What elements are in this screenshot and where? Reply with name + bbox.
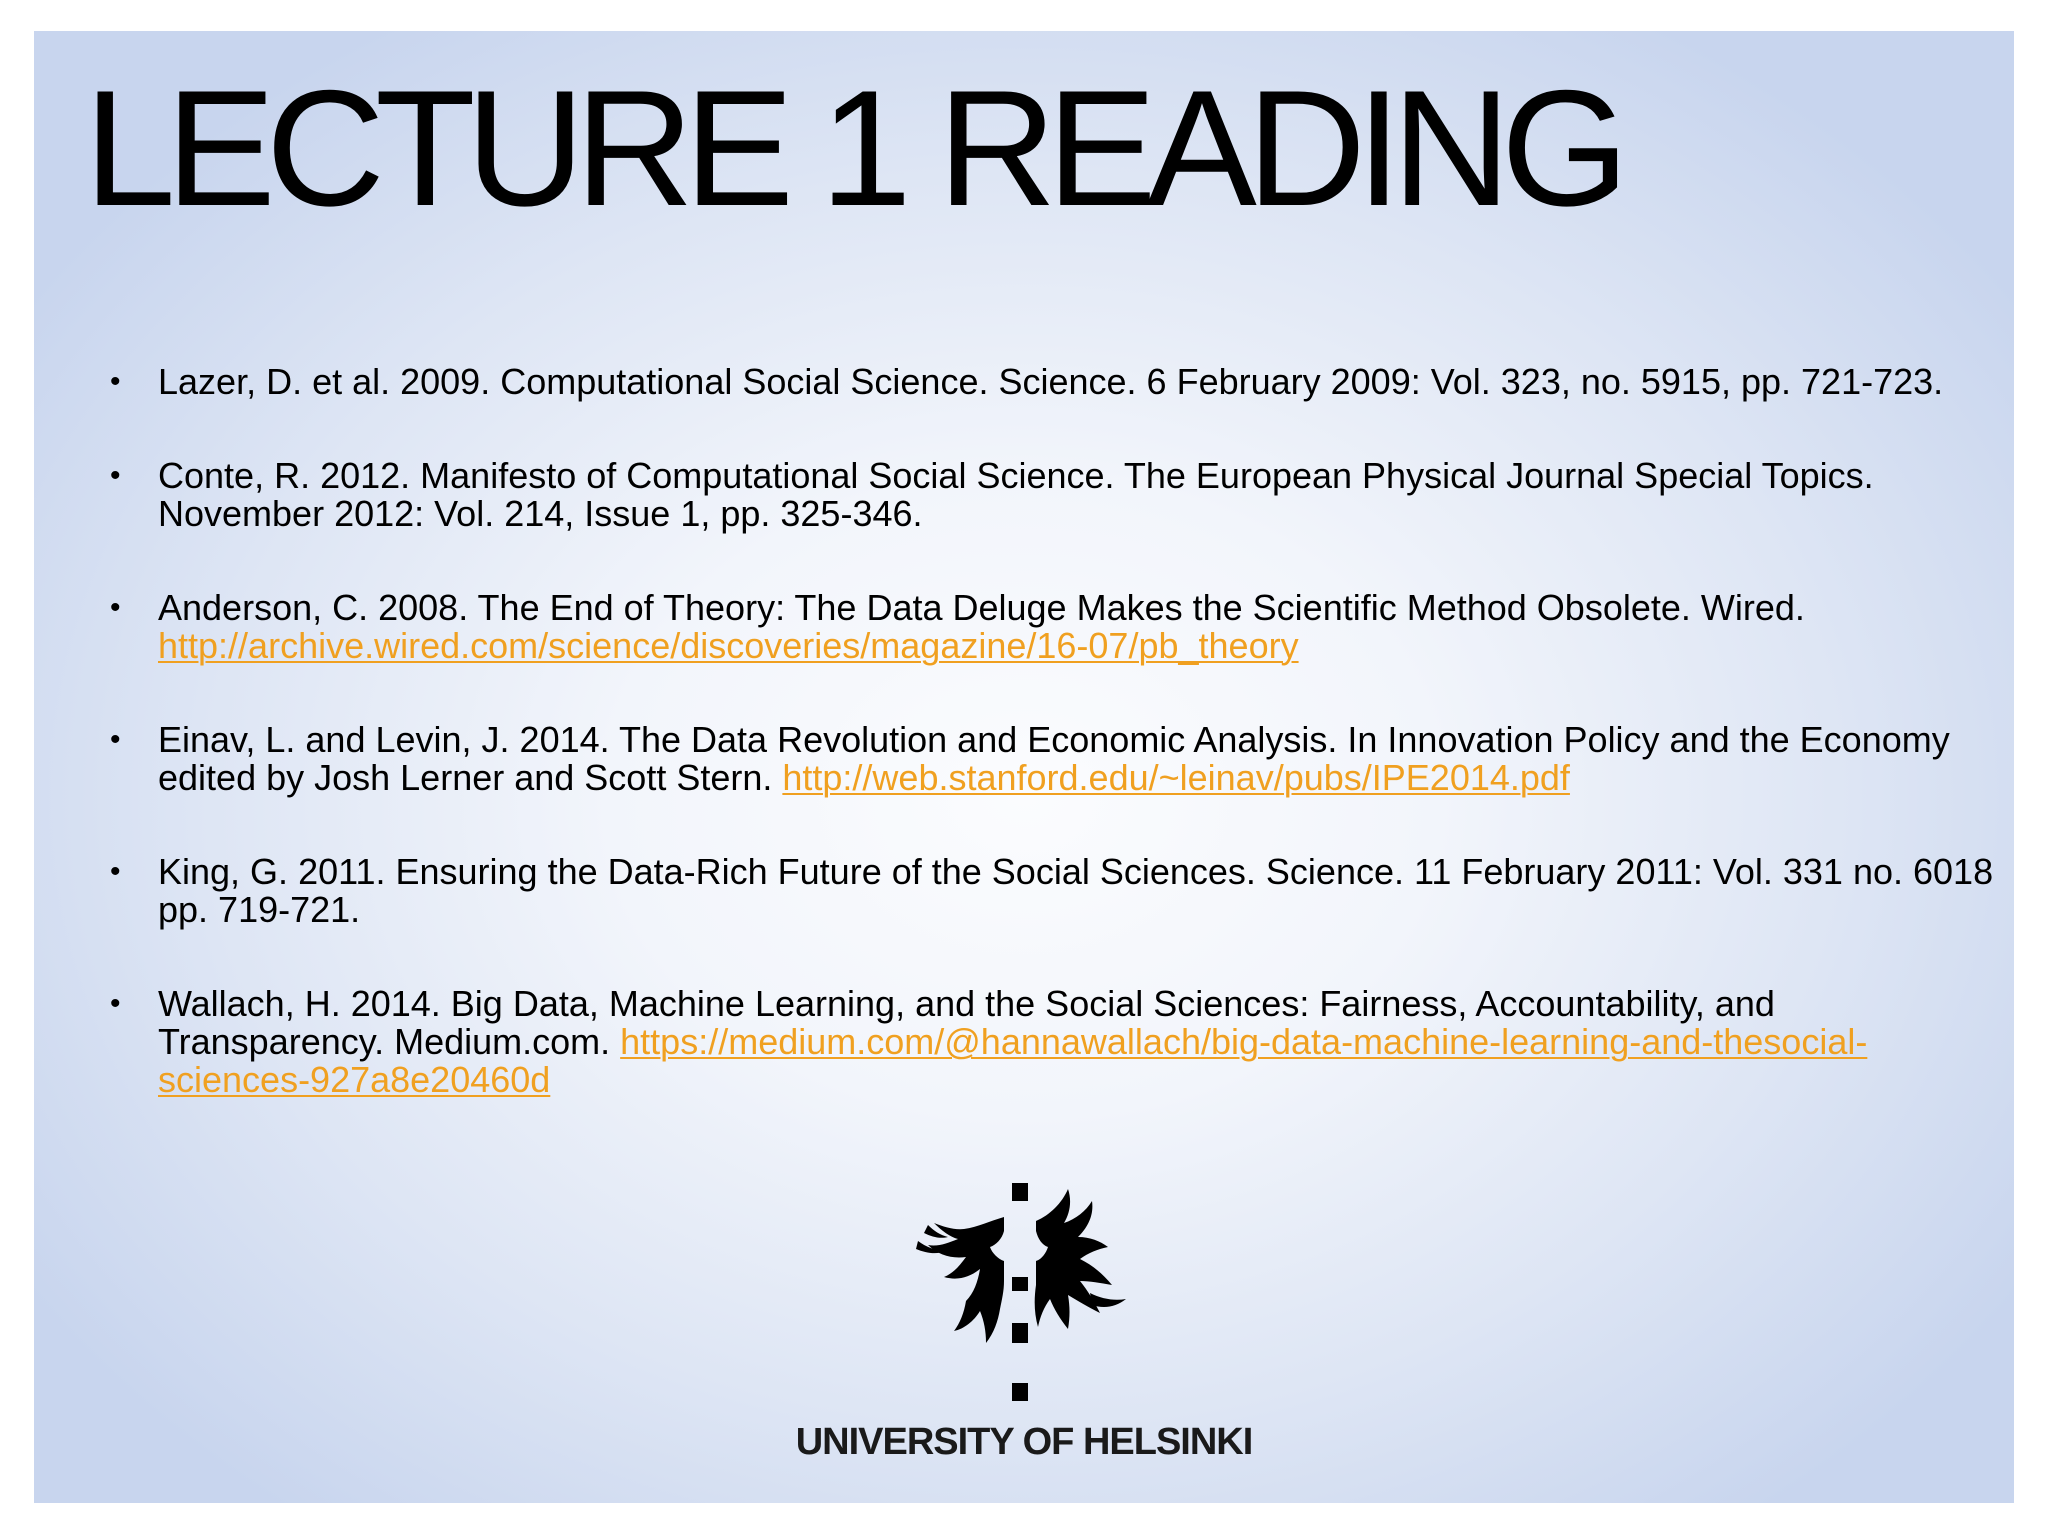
bullet-icon: • (110, 591, 121, 624)
reference-link[interactable]: http://archive.wired.com/science/discoveries/magazine/16-07/pb_theory (158, 625, 1299, 666)
reference-item (80, 721, 2000, 797)
reference-item (80, 589, 2000, 665)
slide-title: LECTURE 1 READING (84, 56, 1620, 240)
reference-text: Lazer, D. et al. 2009. Computational Social Science. Science. 6 February 2009: Vol. 323, no. 5915, pp. 721-723. (158, 361, 1944, 402)
reference-item (80, 985, 2000, 1099)
reference-link[interactable]: http://web.stanford.edu/~leinav/pubs/IPE2014.pdf (782, 757, 1570, 798)
reference-text: Conte, R. 2012. Manifesto of Computational Social Science. The European Physical Journal Special Topics. November 2012: Vol. 214, Issue 1, pp. 325-346. (158, 455, 1874, 534)
university-flame-emblem-icon (904, 1181, 1134, 1401)
reading-list (80, 363, 2000, 1099)
bullet-icon: • (110, 459, 121, 492)
reference-link[interactable]: https://medium.com/@hannawallach/big-data-machine-learning-and-thesocial-sciences-927a8e20460d (158, 1021, 1868, 1100)
bullet-icon: • (110, 723, 121, 756)
reference-text: King, G. 2011. Ensuring the Data-Rich Future of the Social Sciences. Science. 11 February 2011: Vol. 331 no. 6018 pp. 719-721. (158, 851, 1994, 930)
reference-text: Wallach, H. 2014. Big Data, Machine Learning, and the Social Sciences: Fairness, Accountability, and Transparency. Medium.com. (158, 983, 1775, 1062)
bullet-icon: • (110, 365, 121, 398)
reference-item (80, 853, 2000, 929)
reference-text: Einav, L. and Levin, J. 2014. The Data Revolution and Economic Analysis. In Innovation Policy and the Economy edited by Josh Lerner and Scott Stern. (158, 719, 1950, 798)
reference-text: Anderson, C. 2008. The End of Theory: The Data Deluge Makes the Scientific Method Obsolete. Wired. (158, 587, 1805, 628)
university-name: UNIVERSITY OF HELSINKI (795, 1421, 1253, 1463)
slide (34, 31, 2014, 1503)
university-logo (34, 1181, 2014, 1481)
bullet-icon: • (110, 987, 121, 1020)
bullet-icon: • (110, 855, 121, 888)
reference-item (80, 363, 2000, 401)
reference-item (80, 457, 2000, 533)
